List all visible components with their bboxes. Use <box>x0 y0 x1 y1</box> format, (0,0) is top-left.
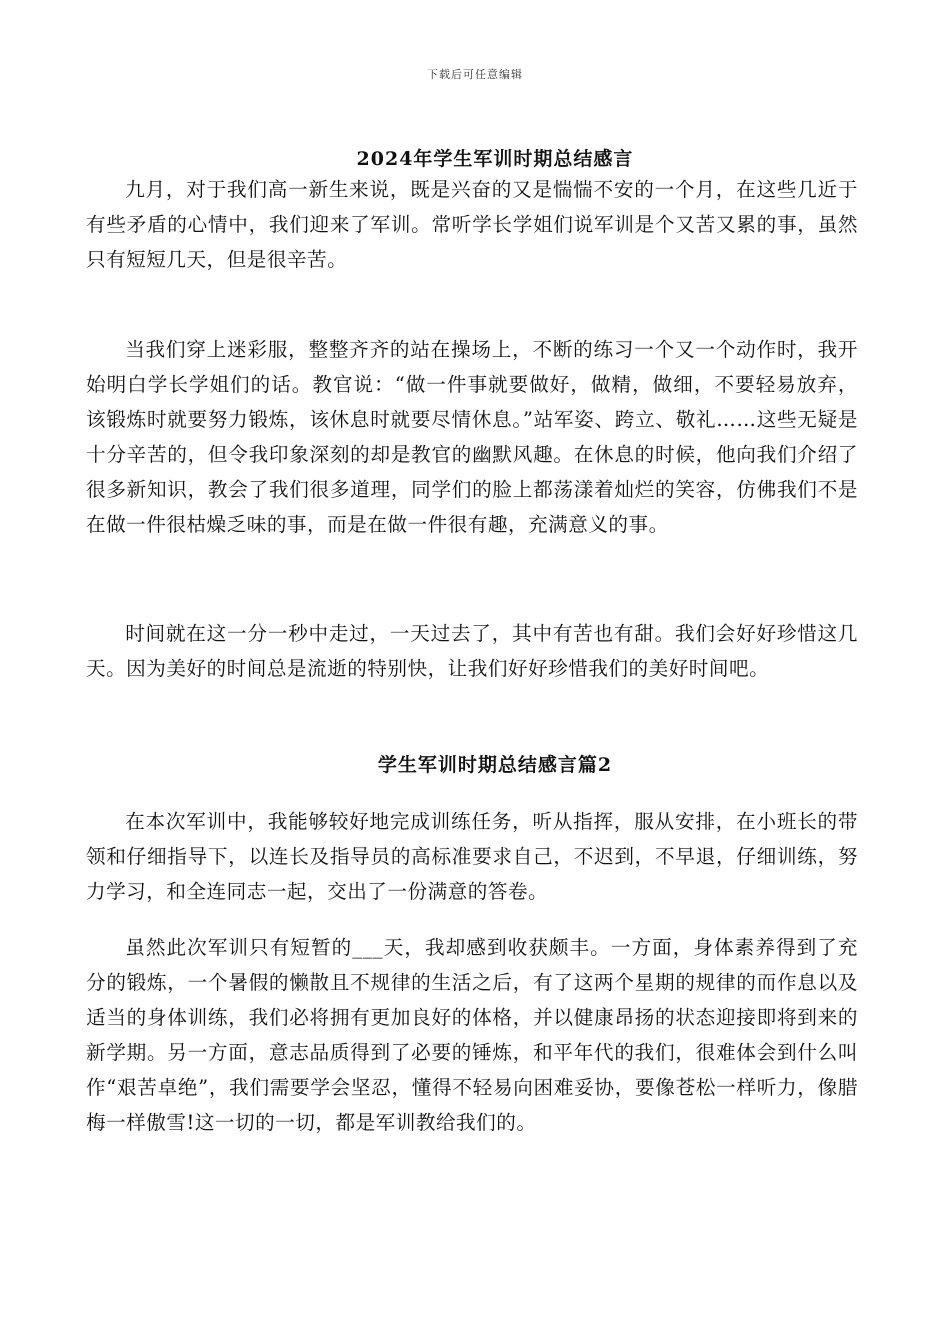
paragraph: 虽然此次军训只有短暂的___天，我却感到收获颇丰。一方面，身体素养得到了充分的锻炼，一个暑假的懒散且不规律的生活之后，有了这两个星期的规律的而作息以及适当的身体训练，我们必将拥有更加良好的体格，并以健康昂扬的状态迎接即将到来的新学期。另一方面，意志品质得到了必要的锤炼，和平年代的我们，很难体会到什么叫作“艰苦卓绝”，我们需要学会坚忍，懂得不轻易向困难妥协，要像苍松一样听力，像腊梅一样傲雪!这一切的一切，都是军训教给我们的。 <box>86 936 858 1134</box>
paragraph: 九月，对于我们高一新生来说，既是兴奋的又是惴惴不安的一个月，在这些几近于有些矛盾的心情中，我们迎来了军训。常听学长学姐们说军训是个又苦又累的事，虽然只有短短几天，但是很辛苦。 <box>86 178 858 271</box>
paragraph: 当我们穿上迷彩服，整整齐齐的站在操场上，不断的练习一个又一个动作时，我开始明白学长学姐们的话。教官说：“做一件事就要做好，做精，做细，不要轻易放弃，该锻炼时就要努力锻炼，该休息时就要尽情休息。”站军姿、跨立、敬礼……这些无疑是十分辛苦的，但令我印象深刻的却是教官的幽默风趣。在休息的时候，他向我们介绍了很多新知识，教会了我们很多道理，同学们的脸上都荡漾着灿烂的笑容，仿佛我们不是在做一件很枯燥乏味的事，而是在做一件很有趣，充满意义的事。 <box>86 338 858 536</box>
header-note: 下载后可任意编辑 <box>427 68 523 81</box>
paragraph: 在本次军训中，我能够较好地完成训练任务，听从指挥，服从安排，在小班长的带领和仔细指导下，以连长及指导员的高标准要求自己，不迟到，不早退，仔细训练，努力学习，和全连同志一起，交出了一份满意的答卷。 <box>86 810 858 903</box>
section-title: 学生军训时期总结感言篇2 <box>377 754 613 776</box>
document-title: 2024年学生军训时期总结感言 <box>356 148 634 170</box>
paragraph: 时间就在这一分一秒中走过，一天过去了，其中有苦也有甜。我们会好好珍惜这几天。因为美好的时间总是流逝的特别快，让我们好好珍惜我们的美好时间吧。 <box>86 622 858 680</box>
